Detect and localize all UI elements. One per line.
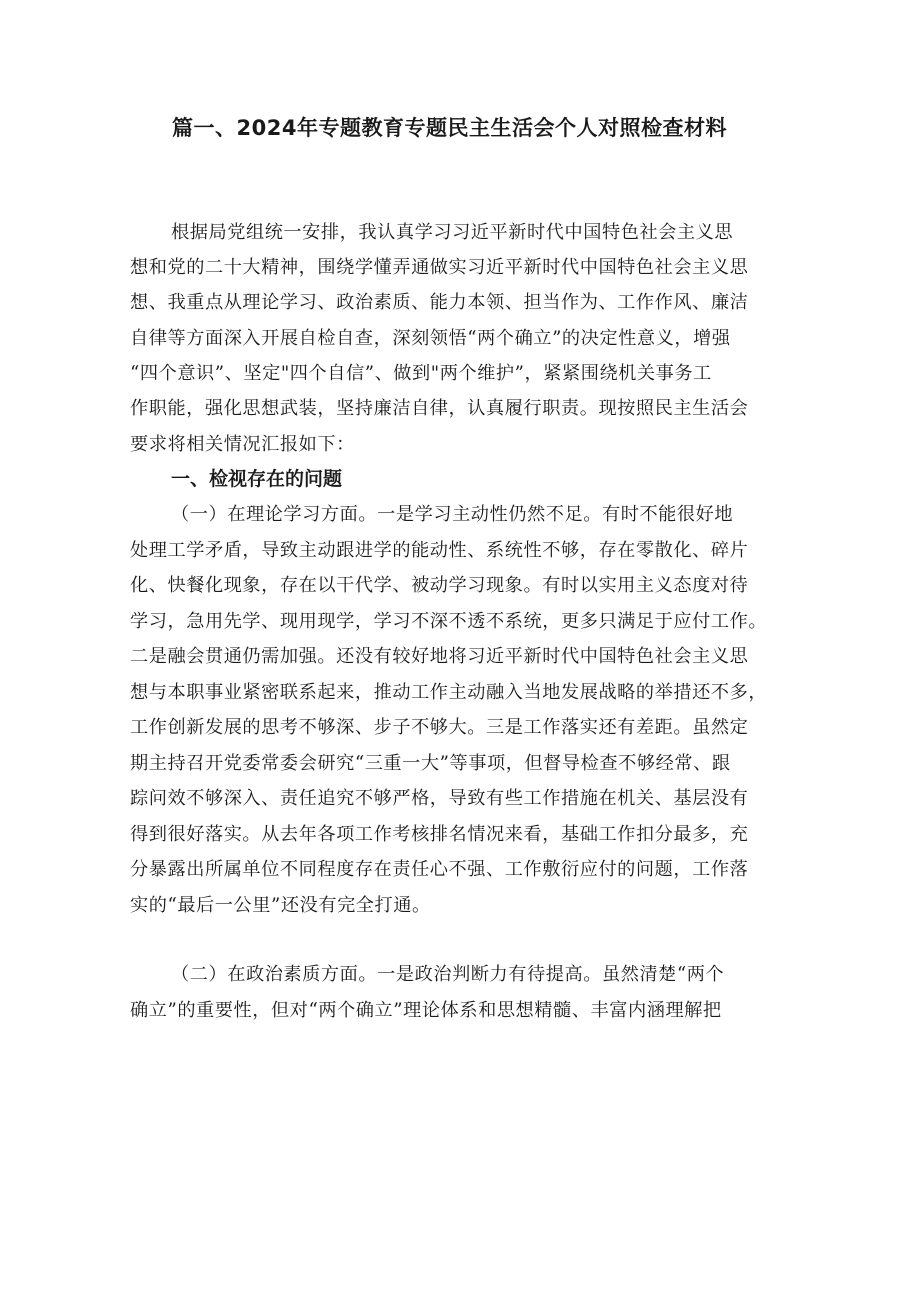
intro-line: 根据局党组统一安排，我认真学习习近平新时代中国特色社会主义思 bbox=[171, 222, 734, 243]
section-heading: 一、检视存在的问题 bbox=[171, 468, 343, 490]
section1-line: 想与本职事业紧密联系起来，推动工作主动融入当地发展战略的举措还不多， bbox=[130, 682, 768, 703]
intro-line: 作职能，强化思想武装，坚持廉洁自律，认真履行职责。现按照民主生活会 bbox=[130, 398, 749, 419]
section1-line: 实的“最后一公里”还没有完全打通。 bbox=[130, 895, 431, 916]
section1-line: 学习，急用先学、现用现学，学习不深不透不系统，更多只满足于应付工作。 bbox=[130, 611, 768, 632]
section1-line: 得到很好落实。从去年各项工作考核排名情况来看，基础工作扣分最多，充 bbox=[130, 824, 749, 845]
section2-line: （二）在政治素质方面。一是政治判断力有待提高。虽然清楚“两个 bbox=[171, 964, 725, 985]
section1-line: 分暴露出所属单位不同程度存在责任心不强、工作敷衍应付的问题，工作落 bbox=[130, 859, 749, 880]
section2-line: 确立”的重要性，但对“两个确立”理论体系和思想精髓、丰富内涵理解把 bbox=[130, 1000, 722, 1021]
section1-line: 化、快餐化现象，存在以干代学、被动学习现象。有时以实用主义态度对待 bbox=[130, 575, 749, 596]
intro-line: 想、我重点从理论学习、政治素质、能力本领、担当作为、工作作风、廉洁 bbox=[130, 292, 749, 313]
intro-line: 想和党的二十大精神，围绕学懂弄通做实习近平新时代中国特色社会主义思 bbox=[130, 257, 749, 278]
intro-line: 自律等方面深入开展自检自查，深刻领悟“两个确立”的决定性意义，增强 bbox=[130, 328, 731, 349]
section1-line: 处理工学矛盾，导致主动跟进学的能动性、系统性不够，存在零散化、碎片 bbox=[130, 540, 749, 561]
section1-line: 二是融会贯通仍需加强。还没有较好地将习近平新时代中国特色社会主义思 bbox=[130, 646, 749, 667]
section1-line: 踪问效不够深入、责任追究不够严格，导致有些工作措施在机关、基层没有 bbox=[130, 788, 749, 809]
section1-line: 工作创新发展的思考不够深、步子不够大。三是工作落实还有差距。虽然定 bbox=[130, 717, 749, 738]
document-title: 篇一、2024年专题教育专题民主生活会个人对照检查材料 bbox=[172, 116, 727, 140]
section1-line: （一）在理论学习方面。一是学习主动性仍然不足。有时不能很好地 bbox=[171, 504, 734, 525]
section1-line: 期主持召开党委常委会研究“三重一大”等事项，但督导检查不够经常、跟 bbox=[130, 753, 731, 774]
intro-line: 要求将相关情况汇报如下： bbox=[130, 434, 355, 455]
intro-line: “四个意识”、坚定"四个自信”、做到"两个维护”，紧紧围绕机关事务工 bbox=[130, 363, 712, 384]
